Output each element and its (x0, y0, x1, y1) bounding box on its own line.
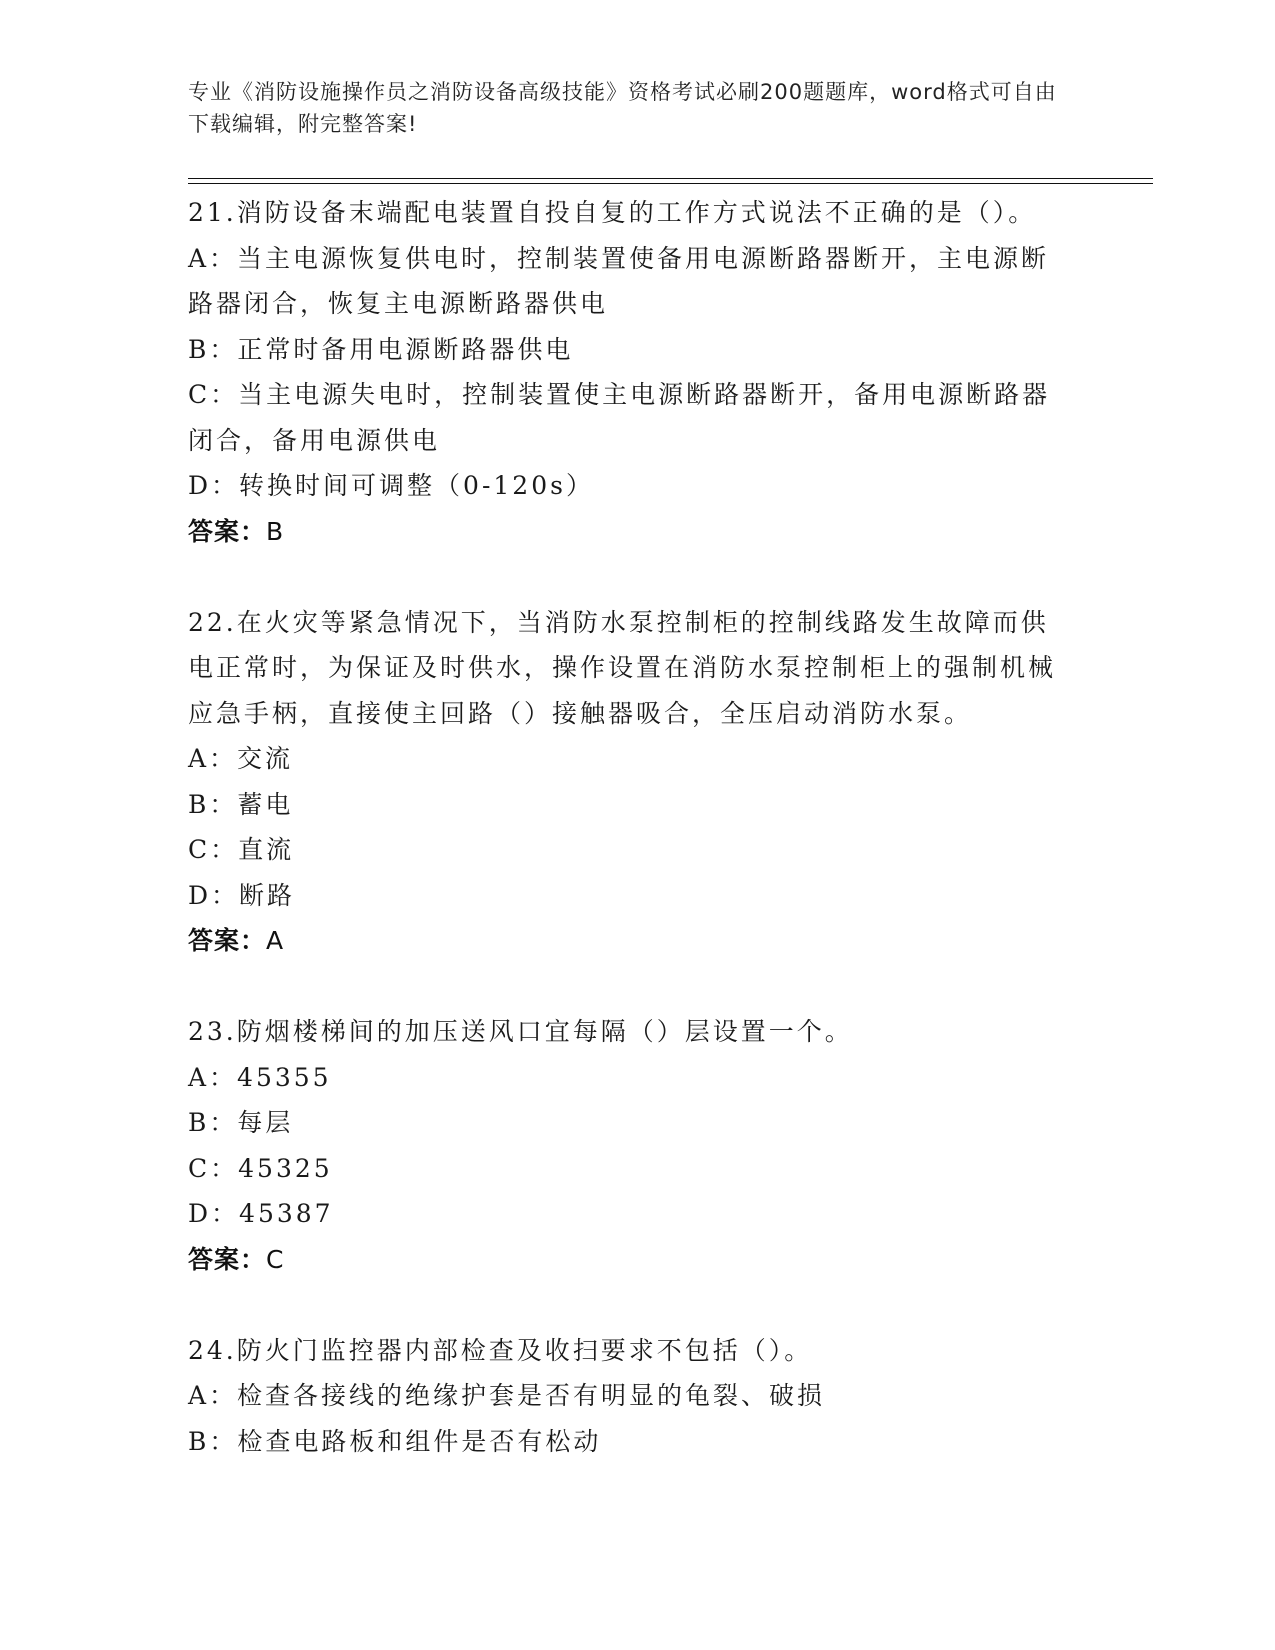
question-text: 21.消防设备末端配电装置自投自复的工作方式说法不正确的是（）。 (188, 198, 1037, 227)
answer-line (188, 1237, 1108, 1282)
answer-line (188, 918, 1108, 963)
option-b: B：每层 (188, 1108, 294, 1137)
option-d: D：断路 (188, 880, 296, 910)
answer-label: 答案： (188, 1244, 267, 1274)
answer-label: 答案： (188, 926, 267, 955)
question-text: 24.防火门监控器内部检查及收扫要求不包括（）。 (188, 1335, 813, 1365)
option-a: A：当主电源恢复供电时，控制装置使备用电源断路器断开，主电源断路器闭合，恢复主电源断路器供电 (188, 243, 1050, 318)
question-24 (188, 1328, 1108, 1465)
option-a: A：交流 (188, 744, 294, 773)
header-rule-top (188, 178, 1153, 179)
answer-value: B (266, 516, 285, 546)
answer-value: C (266, 1244, 285, 1274)
question-22 (188, 600, 1108, 964)
option-c: C：45325 (188, 1153, 333, 1183)
option-b: B：检查电路板和组件是否有松动 (188, 1426, 602, 1456)
option-c: C：当主电源失电时，控制装置使主电源断路器断开，备用电源断路器闭合，备用电源供电 (188, 380, 1051, 455)
question-21 (188, 190, 1108, 554)
question-text: 23.防烟楼梯间的加压送风口宜每隔（）层设置一个。 (188, 1017, 853, 1046)
option-a: A：检查各接线的绝缘护套是否有明显的龟裂、破损 (188, 1381, 826, 1410)
option-d: D：转换时间可调整（0-120s） (188, 471, 594, 500)
option-d: D：45387 (188, 1199, 334, 1228)
answer-line (188, 509, 1108, 554)
header-rule-bottom (188, 183, 1153, 184)
option-b: B：蓄电 (188, 789, 294, 819)
answer-value: A (266, 926, 285, 955)
option-a: A：45355 (188, 1062, 332, 1092)
question-list (188, 190, 1108, 1510)
question-23 (188, 1009, 1108, 1282)
option-c: C：直流 (188, 835, 295, 864)
answer-label: 答案： (188, 516, 267, 546)
document-header: 专业《消防设施操作员之消防设备高级技能》资格考试必刷200题题库，word格式可自由下载编辑，附完整答案! (188, 80, 1057, 136)
option-b: B：正常时备用电源断路器供电 (188, 334, 574, 364)
question-text: 22.在火灾等紧急情况下，当消防水泵控制柜的控制线路发生故障而供电正常时，为保证及时供水，操作设置在消防水泵控制柜上的强制机械应急手柄，直接使主回路（）接触器吸合，全压启动消防水泵。 (188, 607, 1057, 728)
